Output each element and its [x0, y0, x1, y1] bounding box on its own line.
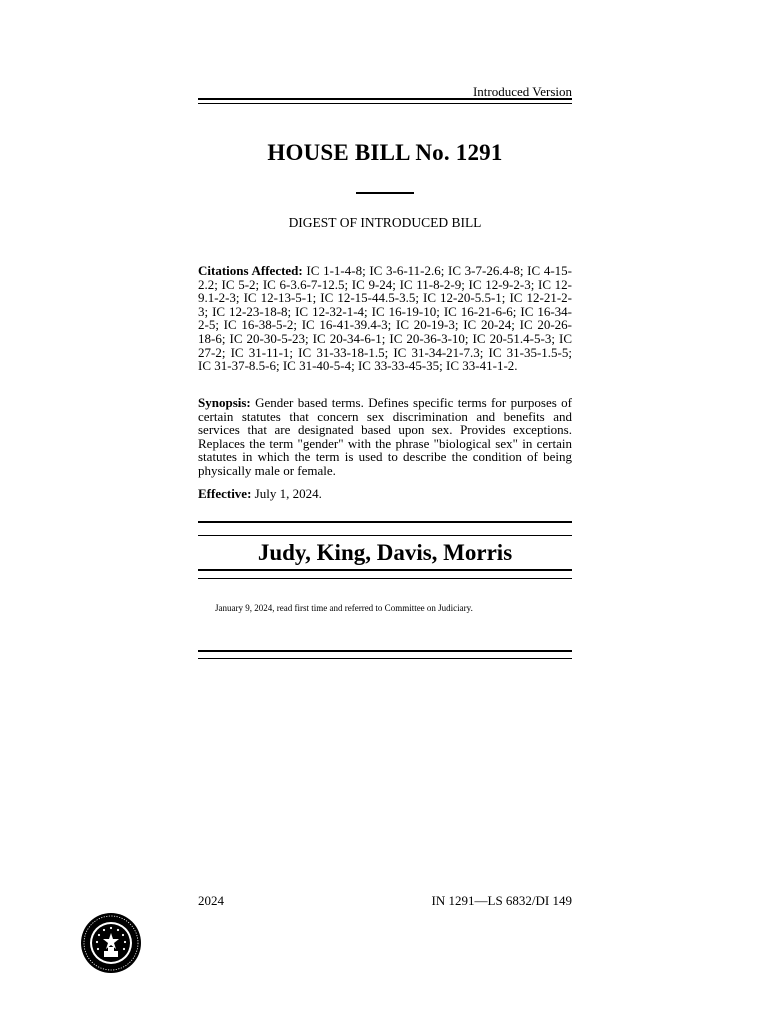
authors-rule-3	[198, 569, 572, 571]
synopsis-text: Gender based terms. Defines specific terms for purposes of certain statutes that concern sex discrimination and benefits and services that are designated based upon sex. Provides exceptions. Replaces the term "gender" with the phrase "biological sex" in certain statutes in which the term is used to describe the condition of being physically male or female.	[198, 395, 572, 478]
header-rule-bottom	[198, 103, 572, 104]
footer-ls-number: IN 1291—LS 6832/DI 149	[431, 893, 572, 908]
citations-label: Citations Affected:	[198, 263, 303, 278]
bill-history: January 9, 2024, read first time and referred to Committee on Judiciary.	[215, 603, 473, 613]
digest-heading: DIGEST OF INTRODUCED BILL	[288, 215, 482, 230]
effective-text: July 1, 2024.	[254, 486, 322, 501]
authors-rule-4	[198, 578, 572, 579]
bill-authors: Judy, King, Davis, Morris	[257, 540, 513, 565]
state-seal-icon	[80, 912, 142, 974]
version-label: Introduced Version	[472, 84, 572, 99]
synopsis	[198, 396, 572, 478]
authors-rule-1	[198, 521, 572, 523]
header-rule-top	[198, 98, 572, 100]
effective-date	[198, 487, 572, 501]
synopsis-label: Synopsis:	[198, 395, 251, 410]
history-rule-bottom	[198, 658, 572, 659]
footer-year: 2024	[198, 893, 224, 908]
effective-label: Effective:	[198, 486, 252, 501]
bill-title: HOUSE BILL No. 1291	[267, 140, 503, 165]
citations-affected	[198, 264, 572, 373]
citations-text: IC 1-1-4-8; IC 3-6-11-2.6; IC 3-7-26.4-8; IC 4-15-2.2; IC 5-2; IC 6-3.6-7-12.5; IC 9-24; IC 11-8-2-9; IC 12-9-2-3; IC 12-9.1-2-3; IC 12-13-5-1; IC 12-15-44.5-3.5; IC 12-20-5.5-1; IC 12-21-2-3; IC 12-23-18-8; IC 12-32-1-4; IC 16-19-10; IC 16-21-6-6; IC 16-34-2-5; IC 16-38-5-2; IC 16-41-39.4-3; IC 20-19-3; IC 20-24; IC 20-26-18-6; IC 20-30-5-23; IC 20-34-6-1; IC 20-36-3-10; IC 20-51.4-5-3; IC 27-2; IC 31-11-1; IC 31-33-18-1.5; IC 31-34-21-7.3; IC 31-35-1.5-5; IC 31-37-8.5-6; IC 31-40-5-4; IC 33-33-45-35; IC 33-41-1-2.	[198, 263, 573, 374]
history-rule-top	[198, 650, 572, 652]
authors-rule-2	[198, 535, 572, 536]
title-underline	[356, 192, 414, 194]
